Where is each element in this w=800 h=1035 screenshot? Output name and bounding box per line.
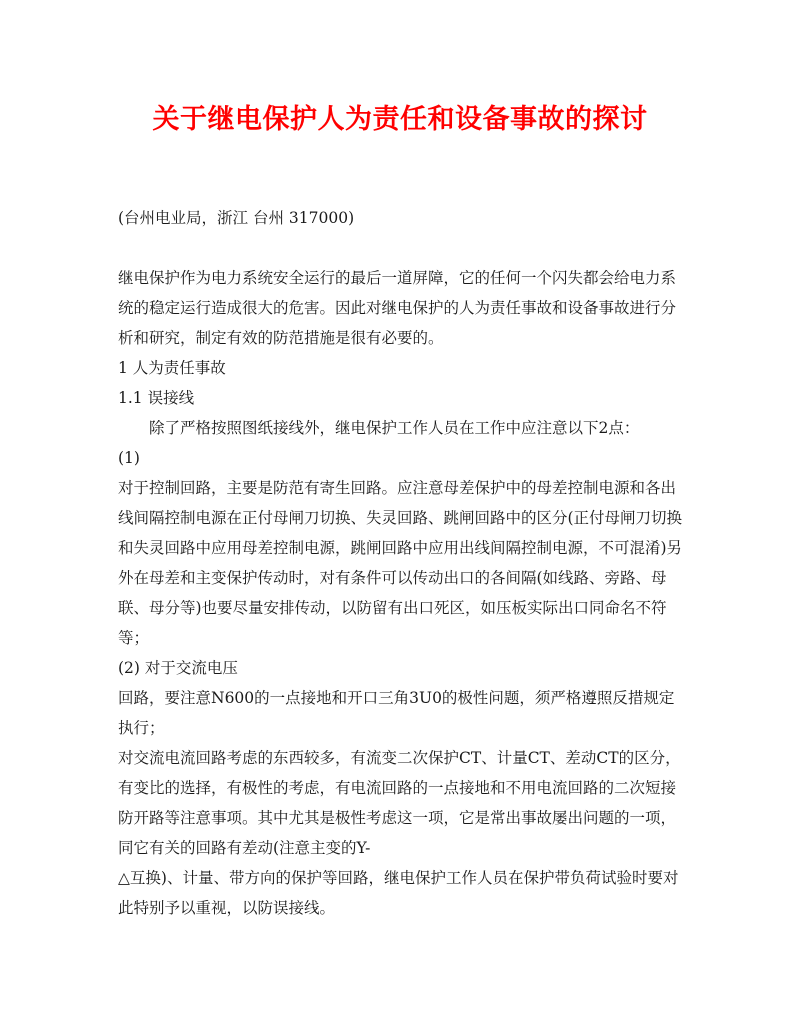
subsection-heading-1-1: 1.1 误接线 <box>118 389 195 407</box>
intro-paragraph: 继电保护作为电力系统安全运行的最后一道屏障，它的任何一个闪失都会给电力系统的稳定运行造成很大的危害。因此对继电保护的人为责任事故和设备事故进行分析和研究，制定有效的防范措施是很有必要的。 <box>118 269 677 347</box>
list-marker-1: (1) <box>118 449 140 467</box>
body-paragraph: 回路，要注意N600的一点接地和开口三角3U0的极性问题，须严格遵照反措规定执行； <box>118 689 675 737</box>
body-paragraph: 对交流电流回路考虑的东西较多，有流变二次保护CT、计量CT、差动CT的区分，有变比的选择，有极性的考虑，有电流回路的一点接地和不用电流回路的二次短接防开路等注意事项。其中尤其是极性考虑这一项，它是常出事故屡出问题的一项，同它有关的回路有差动(注意主变的Y- <box>118 749 681 857</box>
body-paragraph: 对于控制回路，主要是防范有寄生回路。应注意母差保护中的母差控制电源和各出线间隔控制电源在正付母闸刀切换、失灵回路、跳闸回路中的区分(正付母闸刀切换和失灵回路中应用母差控制电源，跳闸回路中应用出线间隔控制电源，不可混淆)另外在母差和主变保护传动时，对有条件可以传动出口的各间隔(如线路、旁路、母联、母分等)也要尽量安排传动，以防留有出口死区，如压板实际出口同命名不符等； <box>118 479 683 647</box>
list-marker-2: (2) 对于交流电压 <box>118 659 238 677</box>
body-paragraph: △互换)、计量、带方向的保护等回路，继电保护工作人员在保护带负荷试验时要对此特别予以重视，以防误接线。 <box>118 869 679 917</box>
body-paragraph: 除了严格按照图纸接线外，继电保护工作人员在工作中应注意以下2点： <box>149 419 640 437</box>
document-body <box>118 203 684 923</box>
section-heading-1: 1 人为责任事故 <box>118 359 226 377</box>
document-title: 关于继电保护人为责任和设备事故的探讨 <box>152 104 648 135</box>
author-affiliation: (台州电业局，浙江 台州 317000) <box>118 209 355 227</box>
